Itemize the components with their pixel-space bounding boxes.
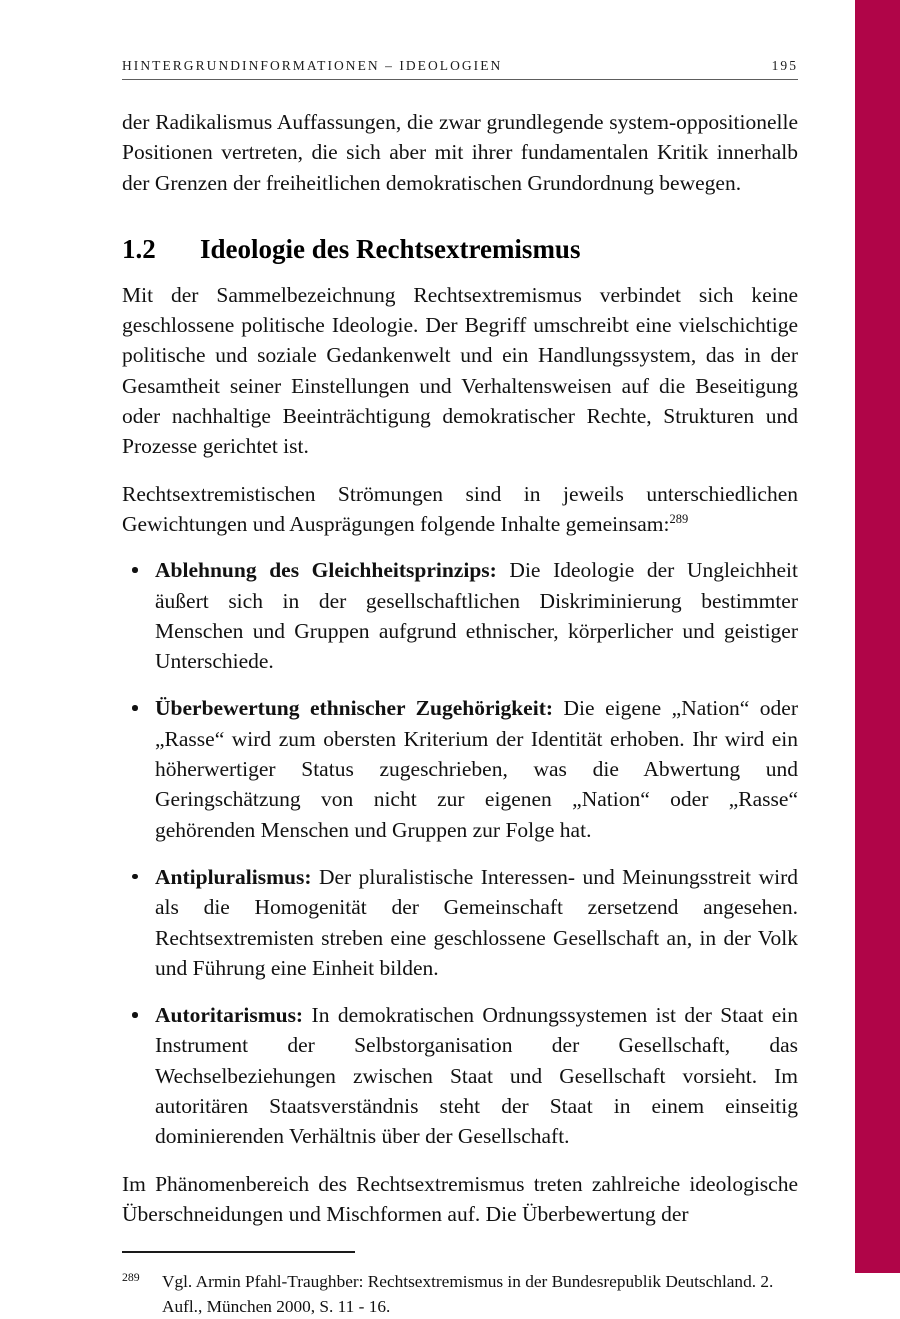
page-edge-color-bar [855,0,900,1273]
running-head [122,0,798,80]
list-item [122,862,798,983]
running-head-title: HINTERGRUNDINFORMATIONEN – IDEOLOGIEN [122,58,503,73]
list-item [122,1000,798,1151]
list-item-lead-in: Überbewertung ethnischer Zugehörigkeit: [155,696,554,721]
page-number: 195 [771,58,798,73]
footnote-area [122,1251,798,1319]
paragraph-common-lead [122,479,798,540]
ideology-traits-list [122,555,798,1151]
paragraph-intro: der Radikalismus Auffassungen, die zwar grundlegende system-oppositionelle Positionen vertreten, die sich aber mit ihrer fundamentalen Kritik innerhalb der Grenzen der freiheitlichen demokratischen Grundordnung bewegen. [122,110,798,195]
bullet-dot-icon [132,874,138,880]
bullet-dot-icon [132,567,138,573]
section-title: Ideologie des Rechtsextremismus [200,233,581,264]
list-item [122,693,798,844]
list-item-lead-in: Ablehnung des Gleichheitsprinzips: [155,558,497,583]
list-item-lead-in: Autoritarismus: [155,1003,304,1028]
footnote-289 [122,1269,798,1319]
list-item [122,555,798,676]
footnote-number: 289 [122,1270,140,1285]
paragraph-definition: Mit der Sammelbezeichnung Rechtsextremismus verbindet sich keine geschlossene politische Ideologie. Der Begriff umschreibt eine vielschichtige politische und soziale Gedankenwelt und ein Handlungssystem, das in der Gesamtheit seiner Einstellungen und Verhaltensweisen auf die Beseitigung oder nachhaltige Beeinträchtigung demokratischer Rechte, Strukturen und Prozesse gerichtet ist. [122,282,798,459]
paragraph-common-lead-text: Rechtsextremistischen Strömungen sind in jeweils unterschiedlichen Gewichtungen und Ausprägungen folgende Inhalte gemeinsam: [122,481,798,536]
list-item-lead-in: Antipluralismus: [155,864,312,889]
section-heading [122,234,798,265]
footnote-separator-rule [122,1251,355,1253]
list-item-text: Die eigene „Nation“ oder „Rasse“ wird zum obersten Kriterium der Identität erhoben. Ihr wird ein höherwertiger Status zugeschrieben, was die Abwertung und Geringschätzung von nicht zur eigenen „Nation“ oder „Rasse“ gehörenden Menschen und Gruppen zur Folge hat. [155,696,798,842]
footnote-text: Vgl. Armin Pfahl-Traughber: Rechtsextremismus in der Bundesrepublik Deutschland. 2. Aufl., München 2000, S. 11 - 16. [162,1272,774,1317]
footnote-reference-289[interactable]: 289 [669,511,689,526]
list-item-text: In demokratischen Ordnungssystemen ist der Staat ein Instrument der Selbstorganisation der Gesellschaft, das Wechselbeziehungen zwischen Staat und Gesellschaft vorsieht. Im autoritären Staatsverständnis steht der Staat in einem einseitig dominierenden Verhältnis über der Gesellschaft. [155,1003,798,1149]
paragraph-closing: Im Phänomenbereich des Rechtsextremismus treten zahlreiche ideologische Überschneidungen und Mischformen auf. Die Überbewertung der [122,1171,798,1226]
page-content-column [122,0,798,1319]
list-item-text: Der pluralistische Interessen- und Meinungsstreit wird als die Homogenität der Gemeinschaft zersetzend angesehen. Rechtsextremisten streben eine geschlossene Gesellschaft an, in der Volk und Führung eine Einheit bilden. [155,864,798,980]
section-number: 1.2 [122,233,156,264]
bullet-dot-icon [132,705,138,711]
bullet-dot-icon [132,1012,138,1018]
list-item-text: Die Ideologie der Ungleichheit äußert sich in der gesellschaftlichen Diskriminierung bestimmter Menschen und Gruppen aufgrund ethnischer, körperlicher und geistiger Unterschiede. [155,558,798,674]
